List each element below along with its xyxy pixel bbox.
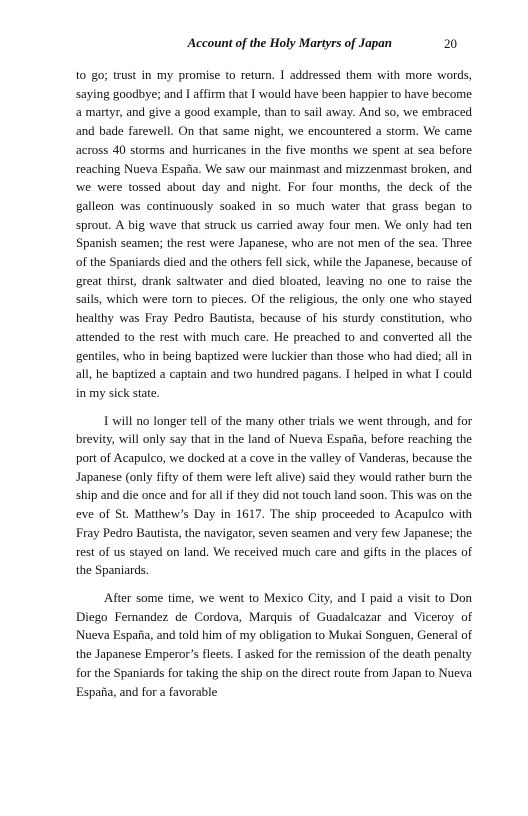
paragraph-trials: I will no longer tell of the many other trials we went through, and for brevity, will only say that in the land of Nueva España, before reaching the port of Acapulco, we docked at a cove in the valley of Vanderas, because the Japanese (only fifty of them were left alive) said they would rather burn the ship and die once and for all if they did not touch land soon. This was on the eve of St. Matthew’s Day in 1617. The ship proceeded to Acapulco with Fray Pedro Bautista, the navigator, seven seamen and very few Japanese; the rest of us stayed on land. We received much care and gifts in the places of the Spaniards. (76, 413, 472, 578)
running-header-title: Account of the Holy Martyrs of Japan (187, 35, 392, 50)
paragraph-continuation: to go; trust in my promise to return. I addressed them with more words, saying goodbye; and I affirm that I would have been happier to have become a martyr, and give a good example, than to sail away. And so, we embraced and bade farewell. On that same night, we encountered a storm. We came across 40 storms and hurricanes in the five months we spent at sea before reaching Nueva España. We saw our mainmast and mizzenmast broken, and we were tossed about day and night. For four months, the deck of the galleon was continuously soaked in so much water that grass began to sprout. A big wave that struck us carried away four men. We only had ten Spanish seamen; the rest were Japanese, who are not men of the sea. Three of the Spaniards died and the others fell sick, while the Japanese, because of great thirst, drank saltwater and died bloated, leaving no one to raise the sails, which were torn to pieces. Of the religious, the only one who stayed healthy was Fray Pedro Bautista, because of his sturdy constitution, who attended to the rest with much care. He preached to and converted all the gentiles, who in being baptized were luckier than those who had died; all in all, he baptized a captain and two hundred pagans. I helped in what I could in my sick state. (76, 68, 473, 400)
running-header (76, 34, 472, 54)
body-text (76, 66, 472, 701)
page-number: 20 (444, 36, 457, 51)
paragraph-mexico-city: After some time, we went to Mexico City, and I paid a visit to Don Diego Fernandez de Cordova, Marquis of Guadalcazar and Viceroy of Nueva España, and told him of my obligation to Mukai Songuen, General of the Japanese Emperor’s fleets. I asked for the remission of the death penalty for the Spaniards for taking the ship on the direct route from Japan to Nueva España, and for a favorable (76, 590, 472, 699)
